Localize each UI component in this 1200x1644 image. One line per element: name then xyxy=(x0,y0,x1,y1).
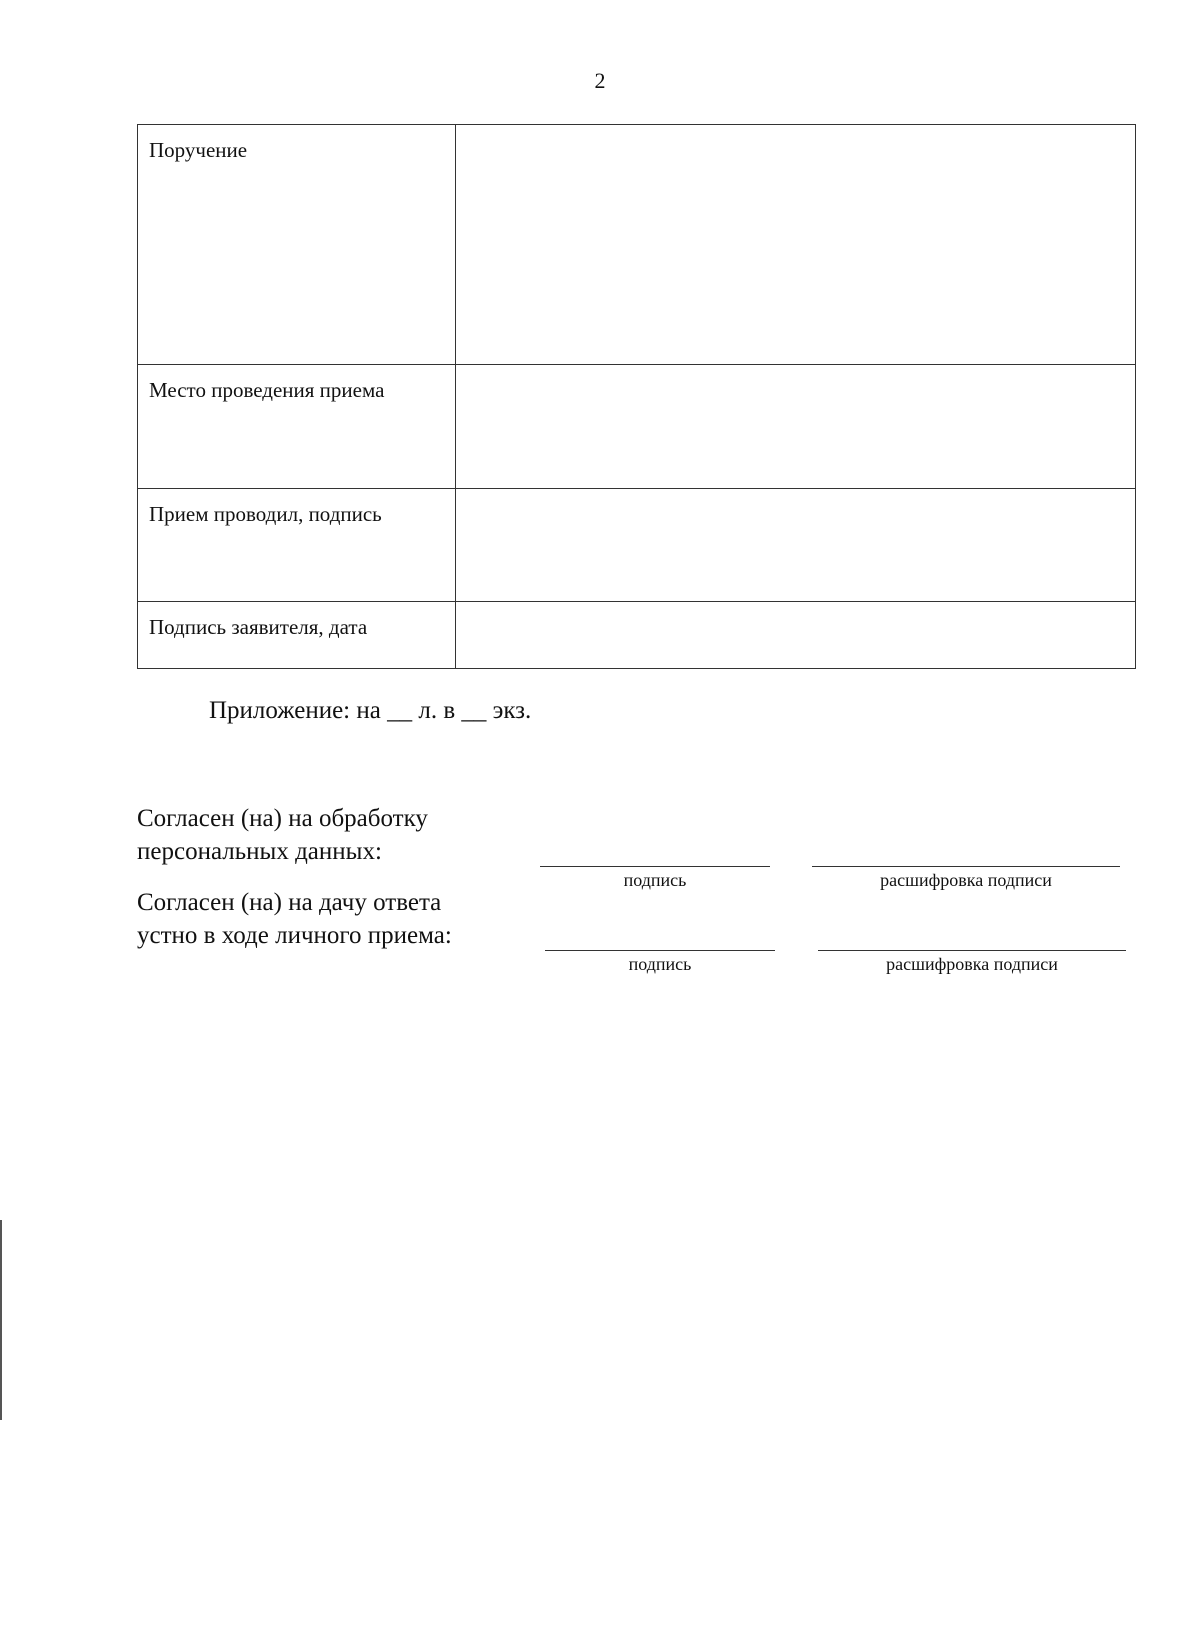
consent-personal-data xyxy=(137,802,428,868)
table-row xyxy=(138,602,1136,669)
signature-decode-line[interactable] xyxy=(812,866,1120,867)
signature-decode-caption: расшифровка подписи xyxy=(880,870,1052,890)
consent-oral-answer xyxy=(137,886,452,952)
row-value-field[interactable] xyxy=(456,602,1136,669)
row-value-field[interactable] xyxy=(456,365,1136,489)
page-number: 2 xyxy=(594,68,606,93)
row-value-field[interactable] xyxy=(456,125,1136,365)
row-value-field[interactable] xyxy=(456,489,1136,602)
signature-decode-line[interactable] xyxy=(818,950,1126,951)
signature-line[interactable] xyxy=(540,866,770,867)
consent-text-line: Согласен (на) на дачу ответа xyxy=(137,889,442,916)
consent-text-line: персональных данных: xyxy=(137,838,382,865)
table-row xyxy=(138,125,1136,365)
signature-line[interactable] xyxy=(545,950,775,951)
row-label: Место проведения приема xyxy=(138,365,456,489)
signature-caption: подпись xyxy=(623,870,687,890)
signature-decode-caption: расшифровка подписи xyxy=(886,954,1058,974)
row-label: Подпись заявителя, дата xyxy=(138,602,456,669)
scan-margin-line xyxy=(0,1220,2,1420)
table-row xyxy=(138,365,1136,489)
row-label: Поручение xyxy=(138,125,456,365)
table-row xyxy=(138,489,1136,602)
signature-caption: подпись xyxy=(628,954,692,974)
consent-text-line: устно в ходе личного приема: xyxy=(137,922,452,949)
attachment-note: Приложение: на __ л. в __ экз. xyxy=(209,697,532,724)
consent-text-line: Согласен (на) на обработку xyxy=(137,805,428,832)
form-table xyxy=(137,124,1136,669)
row-label: Прием проводил, подпись xyxy=(138,489,456,602)
